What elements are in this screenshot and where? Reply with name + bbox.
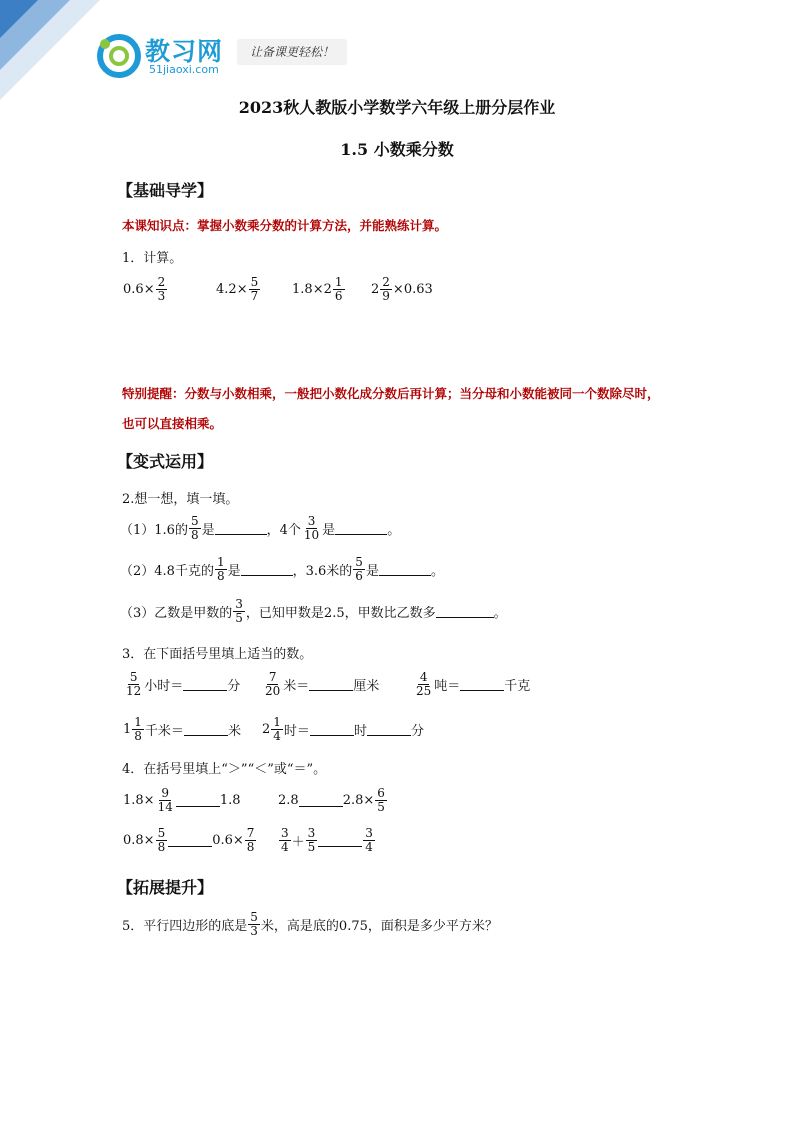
answer-blank[interactable] (367, 723, 411, 736)
fraction (333, 276, 345, 303)
fraction (363, 827, 375, 854)
text: 。 (430, 564, 444, 579)
number: 1.8 (292, 282, 313, 297)
fraction (279, 827, 291, 854)
denominator: 20 (265, 684, 281, 698)
denominator: 5 (377, 800, 385, 814)
text: 米＝ (283, 679, 310, 694)
numerator: 5 (250, 910, 258, 924)
numerator: 5 (129, 670, 138, 684)
numerator: 1 (334, 275, 343, 289)
text: 。 (387, 523, 401, 538)
text: 小时＝ (144, 679, 184, 694)
q3-item-c (413, 671, 530, 698)
text: 米 (227, 724, 241, 739)
answer-blank[interactable] (460, 678, 504, 691)
numerator: 1 (134, 715, 142, 729)
fraction (233, 598, 245, 625)
numerator: 5 (157, 826, 166, 840)
answer-blank[interactable] (318, 834, 362, 847)
denominator: 4 (273, 729, 281, 743)
corner-decoration (0, 0, 110, 110)
operator: × (392, 282, 404, 297)
q3-item-d (123, 716, 241, 743)
question-2-stem: 2.想一想，填一填。 (122, 492, 239, 507)
fraction (189, 515, 201, 542)
denominator: 5 (235, 611, 243, 625)
whole-part: 2 (262, 722, 271, 737)
logo-icon (97, 34, 141, 78)
text: 时＝ (283, 724, 310, 739)
denominator: 8 (216, 569, 225, 583)
numerator: 4 (419, 670, 428, 684)
text: 吨＝ (434, 679, 461, 694)
q1-item-2 (216, 276, 261, 303)
fraction (353, 556, 365, 583)
fraction (156, 276, 168, 303)
fraction (156, 827, 168, 854)
denominator: 7 (250, 289, 259, 303)
text: 分 (410, 724, 424, 739)
text: 是 (227, 564, 241, 579)
fraction (263, 671, 282, 698)
q1-item-4 (371, 276, 433, 303)
text: 是 (322, 523, 336, 538)
numerator: 1 (273, 715, 281, 729)
whole-part: 1 (123, 722, 132, 737)
numerator: 7 (246, 826, 255, 840)
denominator: 10 (303, 528, 320, 542)
answer-blank[interactable] (335, 522, 387, 535)
numerator: 7 (268, 670, 277, 684)
fraction (248, 911, 260, 938)
expression: 2.8× (342, 793, 375, 808)
q2-line-3 (120, 598, 507, 625)
denominator: 6 (355, 569, 363, 583)
answer-blank[interactable] (183, 678, 227, 691)
logo-name: 教习网 (145, 37, 224, 66)
numerator: 3 (365, 826, 373, 840)
denominator: 12 (126, 684, 142, 698)
expression: 0.6× (212, 833, 244, 848)
expression: 1.8× (123, 793, 155, 808)
text: 千克 (504, 679, 531, 694)
denominator: 9 (382, 289, 390, 303)
whole-part: 2 (371, 282, 380, 297)
section-heading-extension: 【拓展提升】 (117, 878, 214, 897)
numerator: 1 (216, 555, 225, 569)
section-heading-variation: 【变式运用】 (117, 452, 214, 471)
knowledge-point: 本课知识点：掌握小数乘分数的计算方法，并能熟练计算。 (122, 218, 448, 233)
document-title: 2023秋人教版小学数学六年级上册分层作业 (238, 98, 556, 117)
denominator: 8 (246, 840, 255, 854)
denominator: 3 (250, 924, 258, 938)
denominator: 5 (307, 840, 316, 854)
text: 。 (493, 606, 507, 621)
text: 时 (353, 724, 367, 739)
fraction (245, 827, 257, 854)
text: （1）1.6的 (120, 523, 188, 538)
fraction (375, 787, 387, 814)
logo (97, 30, 349, 80)
fraction (249, 276, 261, 303)
q3-item-b (262, 671, 379, 698)
q2-line-2 (120, 556, 444, 583)
numerator: 3 (281, 826, 289, 840)
q4-item-c (123, 827, 257, 854)
expression: 1.8 (219, 793, 241, 808)
q1-item-1 (123, 276, 168, 303)
operator: × (312, 282, 324, 297)
whole-part: 2 (323, 282, 332, 297)
number: 0.6 (123, 282, 144, 297)
question-1-stem: 1．计算。 (122, 251, 183, 266)
q4-item-a (123, 787, 241, 814)
number: 4.2 (216, 282, 237, 297)
text: 是 (365, 564, 379, 579)
answer-blank[interactable] (241, 563, 293, 576)
numerator: 3 (235, 597, 243, 611)
answer-blank[interactable] (310, 723, 354, 736)
text: 厘米 (353, 679, 380, 694)
numerator: 2 (157, 275, 166, 289)
tip-line-1: 特别提醒：分数与小数相乘，一般把小数化成分数后再计算；当分母和小数能被同一个数除尽时， (122, 386, 660, 401)
text: 是 (201, 523, 215, 538)
text: ，3.6米的 (292, 564, 353, 579)
fraction (156, 787, 175, 814)
fraction (414, 671, 433, 698)
numerator: 5 (190, 514, 199, 528)
text: ，4个 (266, 523, 301, 538)
q4-item-b (278, 787, 388, 814)
denominator: 4 (281, 840, 289, 854)
answer-blank[interactable] (176, 794, 220, 807)
operator: ＋ (291, 835, 305, 850)
denominator: 6 (334, 289, 343, 303)
number: 0.63 (403, 282, 433, 297)
text: （3）乙数是甲数的 (120, 606, 233, 621)
q2-line-1 (120, 515, 400, 542)
answer-blank[interactable] (299, 794, 343, 807)
numerator: 3 (307, 826, 316, 840)
answer-blank[interactable] (436, 605, 494, 618)
q3-item-a (123, 671, 240, 698)
denominator: 25 (416, 684, 432, 698)
expression: 2.8 (278, 793, 299, 808)
denominator: 3 (157, 289, 166, 303)
fraction (302, 515, 321, 542)
fraction (271, 716, 283, 743)
q4-item-d (278, 827, 376, 854)
denominator: 8 (157, 840, 166, 854)
text: 分 (227, 679, 241, 694)
fraction (124, 671, 143, 698)
operator: × (143, 282, 155, 297)
fraction (215, 556, 227, 583)
text: ，已知甲数是2.5，甲数比乙数多 (245, 606, 436, 621)
logo-domain: 51jiaoxi.com (149, 63, 219, 76)
answer-blank[interactable] (168, 834, 212, 847)
fraction (380, 276, 392, 303)
numerator: 5 (355, 555, 363, 569)
numerator: 9 (161, 786, 170, 800)
text: 5．平行四边形的底是 (122, 919, 248, 934)
question-5 (122, 911, 498, 938)
answer-blank[interactable] (184, 723, 228, 736)
text: 米，高是底的0.75，面积是多少平方米？ (260, 919, 498, 934)
question-3-stem: 3．在下面括号里填上适当的数。 (122, 647, 313, 662)
answer-blank[interactable] (309, 678, 353, 691)
section-heading-basic: 【基础导学】 (117, 181, 214, 200)
q1-item-3 (292, 276, 346, 303)
denominator: 8 (134, 729, 142, 743)
denominator: 4 (365, 840, 373, 854)
numerator: 3 (307, 514, 316, 528)
tip-line-2: 也可以直接相乘。 (122, 416, 223, 431)
numerator: 6 (377, 786, 385, 800)
answer-blank[interactable] (379, 563, 431, 576)
fraction (306, 827, 318, 854)
denominator: 14 (157, 800, 173, 814)
expression: 0.8× (123, 833, 155, 848)
answer-blank[interactable] (215, 522, 267, 535)
denominator: 8 (190, 528, 199, 542)
document-subtitle: 1.5 小数乘分数 (340, 140, 454, 159)
numerator: 2 (382, 275, 390, 289)
operator: × (236, 282, 248, 297)
logo-slogan: 让备课更轻松！ (237, 39, 347, 65)
text: 千米＝ (144, 724, 184, 739)
fraction (132, 716, 144, 743)
numerator: 5 (250, 275, 259, 289)
text: （2）4.8千克的 (120, 564, 214, 579)
q3-item-e (262, 716, 424, 743)
question-4-stem: 4．在括号里填上“＞”“＜”或“＝”。 (122, 762, 327, 777)
